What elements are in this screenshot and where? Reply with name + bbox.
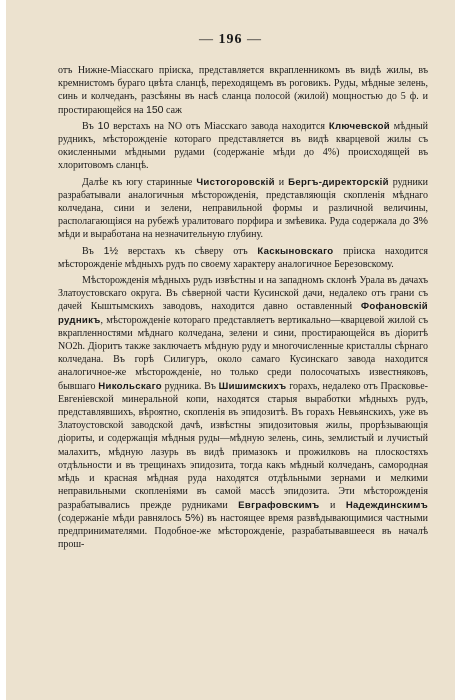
text-segment: рудника. Въ — [161, 380, 219, 392]
paragraph — [58, 120, 428, 173]
text-segment: саж — [163, 104, 182, 116]
numeric-value: 5% — [185, 511, 201, 524]
text-segment: мѣдный рудникъ, мѣсторожденіе котораго представляется въ видѣ кварцевой жилы съ окисленными мѣдными рудами (содержаніе мѣди до 4%) происходящей въ хлоритовомъ сланцѣ. — [58, 120, 428, 172]
page-number-header — [6, 32, 455, 48]
text-segment: горахъ, недалеко отъ Прасковье-Евгеніевской минеральной копи, находятся старыя выработки мѣдныхъ рудъ, представлявшихъ, вѣроятно, скопленія въ эпидозитѣ. Въ горахъ Невьянскихъ, уже въ Златоустовской заводской дачѣ, извѣстны эпидозитовыя жилы, прорѣзывающія діориты, и содержащія мѣдныя руды—мѣдную зелень, синь, землистый и лучистый малахитъ, мѣдную лазурь въ видѣ примазокъ и прожилковъ на плоскостяхъ отдѣльности и въ трещинахъ эпидозита, тогда какъ мѣдный колчеданъ, самородная мѣдь и красная мѣдная руда находятся отдѣльными зернами и мелкими неправильными скопленіями въ самой массѣ эпидозита. Эти мѣсторожденія разрабатывались прежде рудниками — [58, 380, 428, 511]
text-segment: (содержаніе мѣди равнялось — [58, 512, 186, 524]
body-text — [58, 64, 428, 551]
text-segment: ) въ настоящее время развѣдывающимися частными предпринимателями. Подобное-же мѣсторожденіе, разрабатывавшееся въ началѣ прош- — [58, 512, 428, 551]
text-segment: Въ — [82, 245, 104, 257]
place-name: Шишимскихъ — [218, 380, 287, 392]
paragraph — [58, 176, 428, 242]
text-segment: Далѣе къ югу старинные — [82, 176, 197, 188]
numeric-value: 3% — [412, 215, 428, 228]
place-name: Каскыновскаго — [257, 245, 334, 257]
text-segment: и — [274, 176, 289, 188]
text-segment: отъ Нижне-Міасскаго пріиска, представляется вкрапленникомъ въ видѣ жилы, въ кремнистомъ бураго цвѣта сланцѣ, переходящемъ въ роговикъ. Руды, мѣдные зелень, синь и колчеданъ, разсѣяны въ насѣ сланца полосой (жилой) мощностью до 5 ф. и простирающейся на — [58, 65, 428, 116]
text-segment: Мѣсторожденія мѣдныхъ рудъ извѣстны и на западномъ склонѣ Урала въ дачахъ Златоустовскаго округа. Въ сѣверной части Кусинской дачи, недалеко отъ грани съ дачей Кыштымскихъ заводовъ, находится давно оставленный — [58, 275, 428, 313]
place-name: Фофановскій рудникъ — [58, 301, 428, 326]
page-number: 196 — [218, 32, 243, 47]
numeric-value: 150 — [146, 103, 164, 116]
numeric-value: 10 — [97, 119, 110, 132]
paragraph — [58, 64, 428, 117]
place-name: Бергъ-директорскій — [288, 176, 389, 188]
text-segment: мѣди и выработана на незначительную глубину. — [58, 229, 263, 241]
text-segment: и — [319, 499, 346, 511]
numeric-value: 1½ — [103, 244, 119, 257]
place-name: Чистогоровскій — [196, 176, 275, 188]
text-segment: верстахъ на NO отъ Міасскаго завода находится — [109, 120, 329, 132]
text-segment: , мѣсторожденіе котораго представляетъ вертикально—кварцевой жилой съ вкрапленностями мѣднаго колчедана, зелени и сини, простирающейся въ діоритѣ NO2h. Діоритъ также заключаетъ мѣдную руду и многочисленные кристаллы сѣрнаго колчедана. Въ горѣ Силигуръ, около самаго Кусинскаго завода находится аналогичное-же мѣсторожденіе, но только среди полосочатыхъ известняковъ, бывшаго — [58, 314, 428, 392]
place-name: Ключевской — [328, 120, 390, 132]
page-number-dash-left: — — [199, 32, 214, 47]
page-number-dash-right: — — [247, 32, 262, 47]
place-name: Никольскаго — [98, 380, 162, 392]
paragraph — [58, 245, 428, 271]
place-name: Надеждинскимъ — [345, 499, 428, 511]
paragraph — [58, 274, 428, 551]
text-segment: пріиска находится мѣсторожденіе мѣдныхъ рудъ по своему характеру аналогичное Березовскому. — [58, 245, 429, 270]
text-segment: рудники разрабатывали аналогичныя мѣсторожденія, представляющія скопленія мѣднаго колчедана, сини и зелени, неправильной формы и различной величины, располагающіяся на рубежѣ уралитоваго порфира и змѣевика. Руда содержала до — [58, 176, 429, 228]
text-segment: Въ — [82, 120, 98, 132]
place-name: Евграфовскимъ — [238, 499, 320, 511]
text-segment: верстахъ къ сѣверу отъ — [118, 245, 258, 257]
